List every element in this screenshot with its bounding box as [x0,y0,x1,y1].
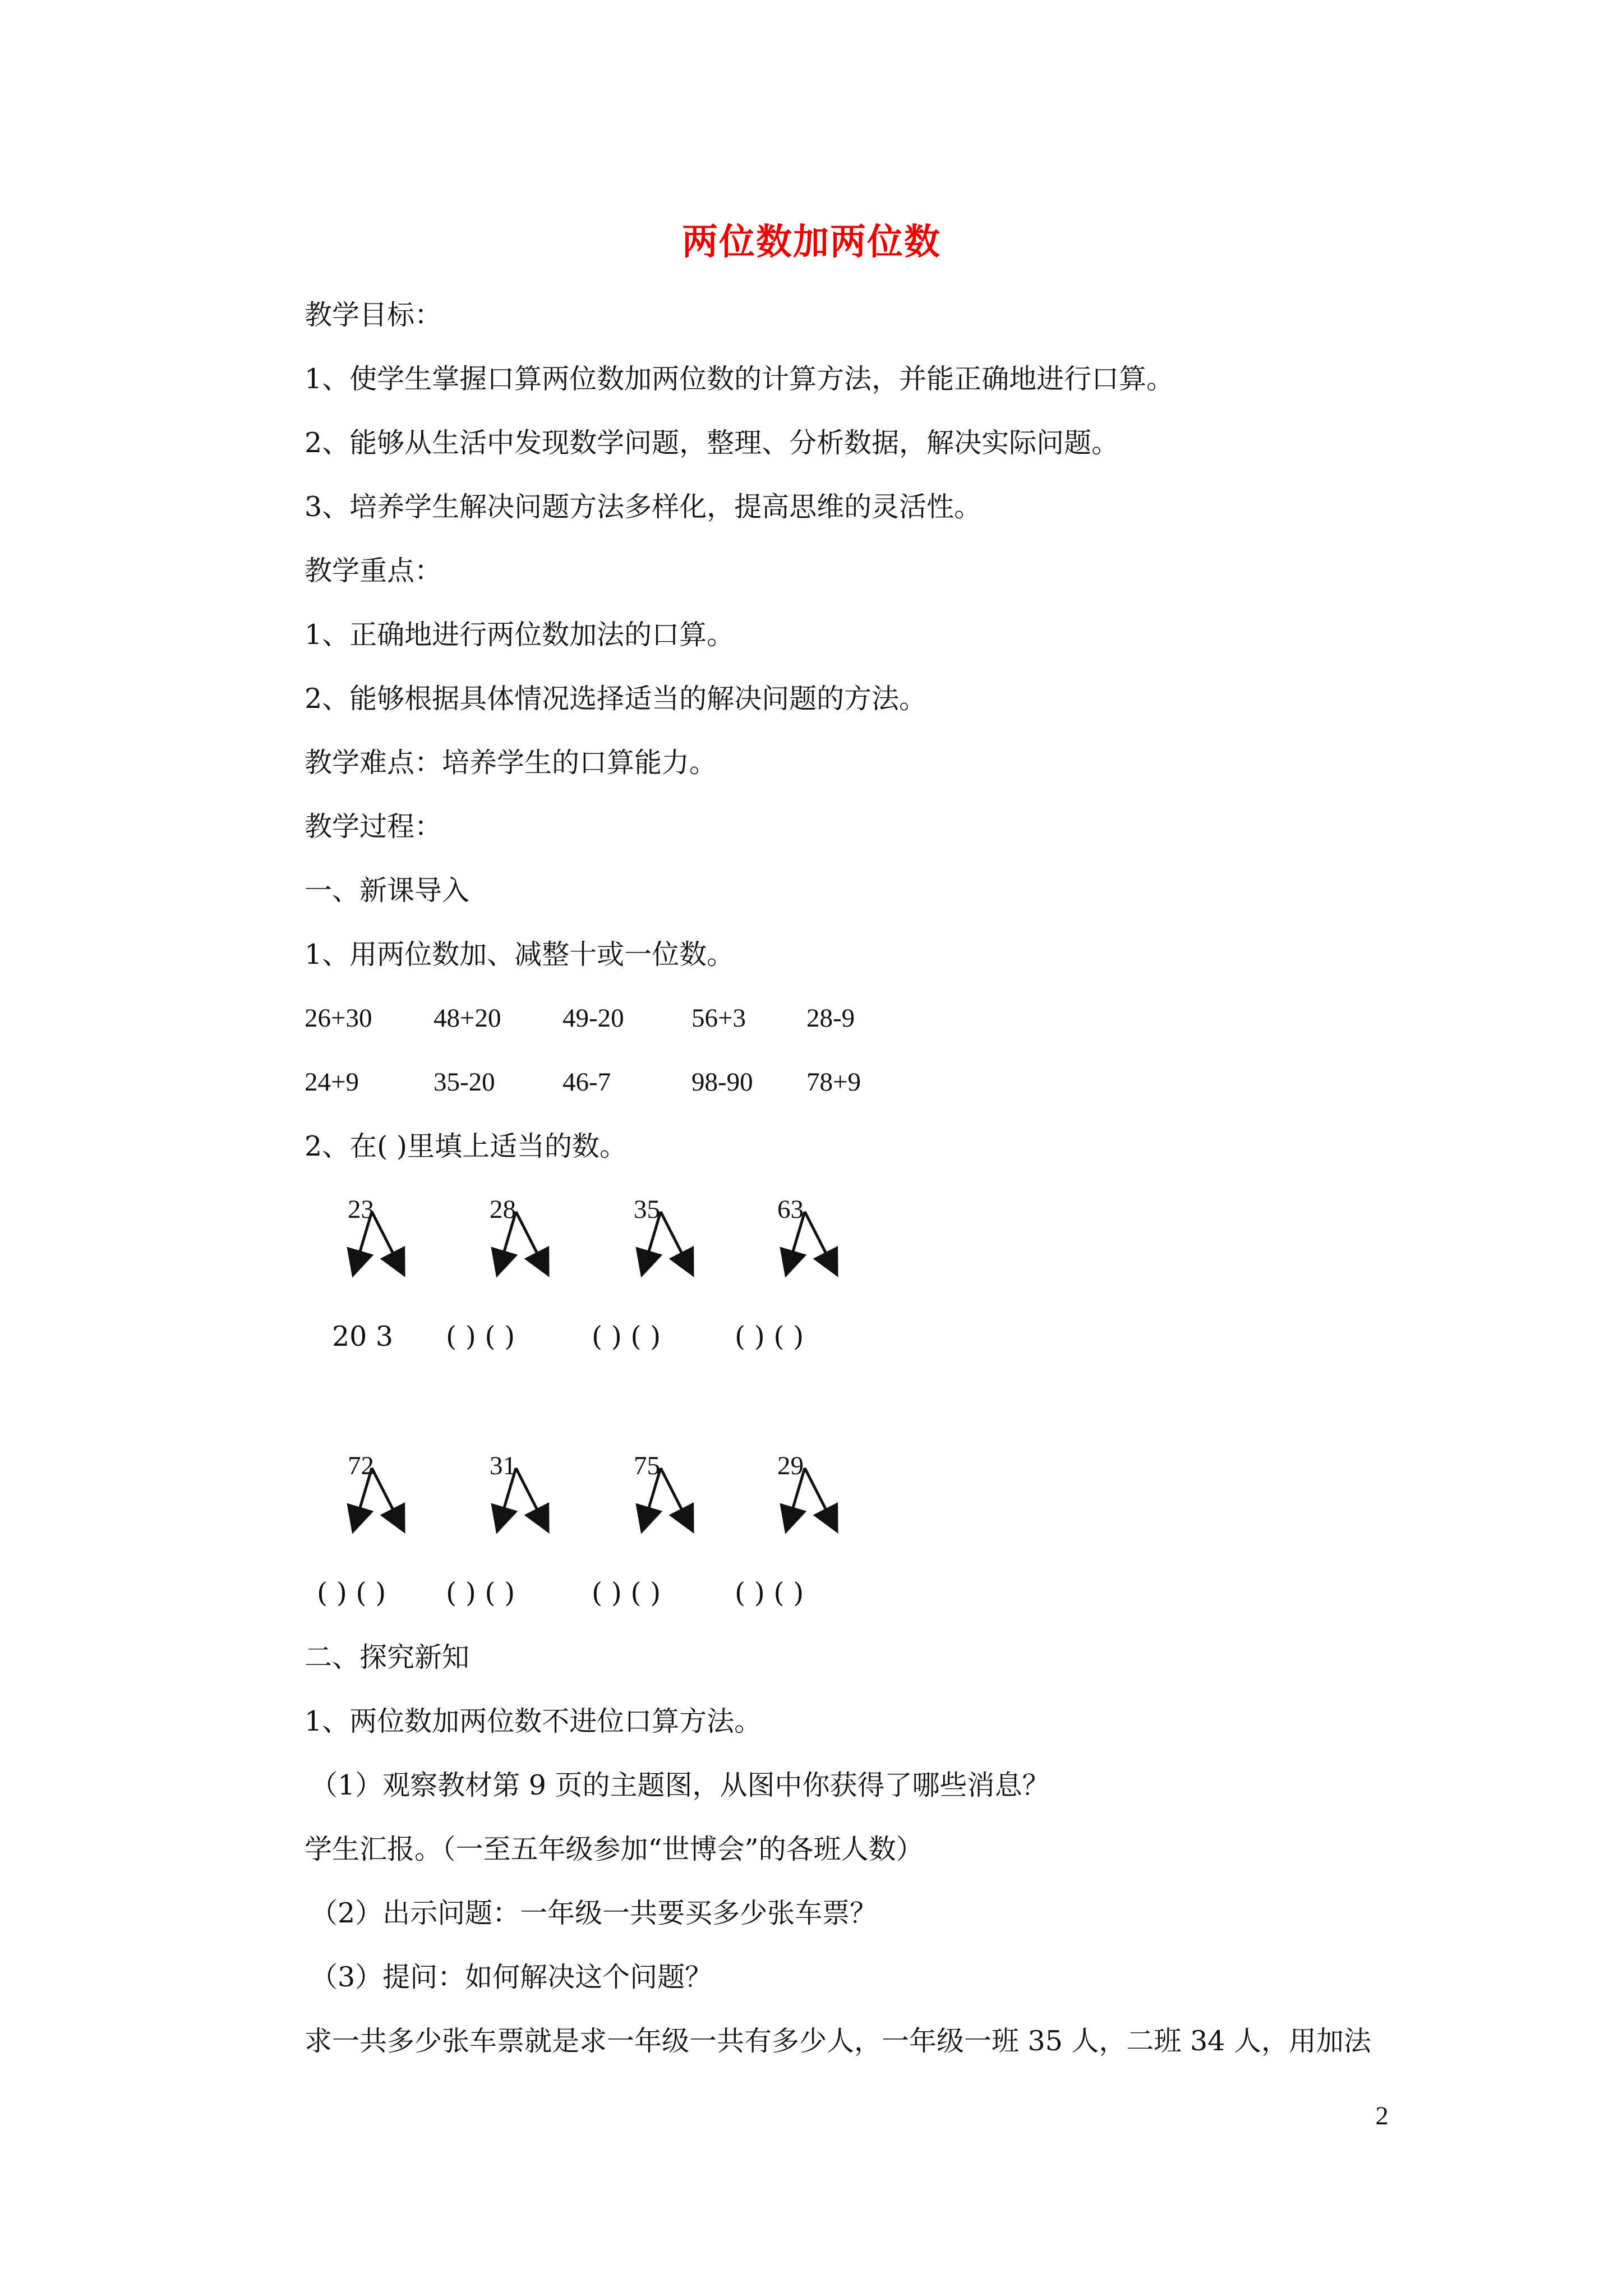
text-line: 2、能够从生活中发现数学问题，整理、分析数据，解决实际问题。 [305,427,1119,459]
split-number: 75 [634,1451,660,1480]
text-line: 2、能够根据具体情况选择适当的解决问题的方法。 [305,683,927,715]
exercise-item: 48+20 [434,1004,501,1033]
split-arrow-right [805,1468,836,1529]
section-heading: 一、新课导入 [305,875,470,907]
text-line: 1、两位数加两位数不进位口算方法。 [305,1705,762,1737]
text-line: 1、用两位数加、减整十或一位数。 [305,938,735,970]
split-answer: ( ) ( ) [592,1577,661,1609]
split-arrow-left [498,1212,516,1272]
split-arrow-left [354,1468,372,1529]
split-answer: 20 3 [332,1320,394,1352]
text-line: （1）观察教材第 9 页的主题图，从图中你获得了哪些消息？ [310,1769,1050,1801]
exercise-item: 26+30 [305,1004,372,1033]
split-arrow-left [787,1468,805,1529]
split-arrow-right [372,1212,403,1272]
exercise-item: 49-20 [562,1004,624,1033]
split-number: 63 [777,1195,804,1224]
split-answer: ( ) ( ) [592,1320,661,1352]
text-line: （2）出示问题：一年级一共要买多少张车票？ [310,1897,878,1929]
text-line: 求一共多少张车票就是求一年级一共有多少人，一年级一班 35 人，二班 34 人，用加法 [305,2025,1372,2057]
text-line: （3）提问：如何解决这个问题？ [310,1961,713,1993]
split-number: 31 [490,1451,516,1480]
text-line: 3、培养学生解决问题方法多样化，提高思维的灵活性。 [305,491,982,523]
split-arrow-right [661,1212,691,1272]
text-line: 1、正确地进行两位数加法的口算。 [305,619,735,651]
split-arrow-left [354,1212,372,1272]
split-arrow-right [372,1468,403,1529]
split-number: 35 [634,1195,660,1224]
text-line: 教学重点： [305,555,442,587]
exercise-item: 46-7 [562,1068,611,1097]
split-number: 29 [777,1451,804,1480]
exercise-item: 98-90 [691,1068,753,1097]
exercise-item: 24+9 [305,1068,359,1097]
split-answer: ( ) ( ) [446,1577,515,1609]
page-title: 两位数加两位数 [682,221,941,263]
text-line: 学生汇报。（一至五年级参加“世博会”的各班人数） [305,1833,924,1865]
split-answer: ( ) ( ) [317,1577,386,1609]
split-arrow-left [643,1212,661,1272]
split-answer: ( ) ( ) [446,1320,515,1352]
exercise-item: 28-9 [806,1004,855,1033]
split-arrow-left [787,1212,805,1272]
page-number: 2 [1375,2101,1389,2131]
split-number: 72 [348,1451,374,1480]
exercise-item: 56+3 [691,1004,746,1033]
split-arrow-left [643,1468,661,1529]
text-line: 教学目标： [305,299,442,331]
split-answer: ( ) ( ) [735,1320,804,1352]
split-arrow-left [498,1468,516,1529]
split-number: 28 [490,1195,516,1224]
exercise-item: 78+9 [806,1068,861,1097]
split-arrow-right [516,1212,547,1272]
exercise-item: 35-20 [434,1068,495,1097]
section-heading: 二、探究新知 [305,1641,470,1673]
split-arrow-right [516,1468,547,1529]
text-line: 教学难点：培养学生的口算能力。 [305,747,717,779]
text-line: 1、使学生掌握口算两位数加两位数的计算方法，并能正确地进行口算。 [305,363,1174,395]
text-line: 教学过程： [305,811,442,843]
split-arrow-right [661,1468,691,1529]
split-answer: ( ) ( ) [735,1577,804,1609]
text-line: 2、在( )里填上适当的数。 [305,1130,627,1162]
split-number: 23 [348,1195,374,1224]
split-arrow-right [805,1212,836,1272]
